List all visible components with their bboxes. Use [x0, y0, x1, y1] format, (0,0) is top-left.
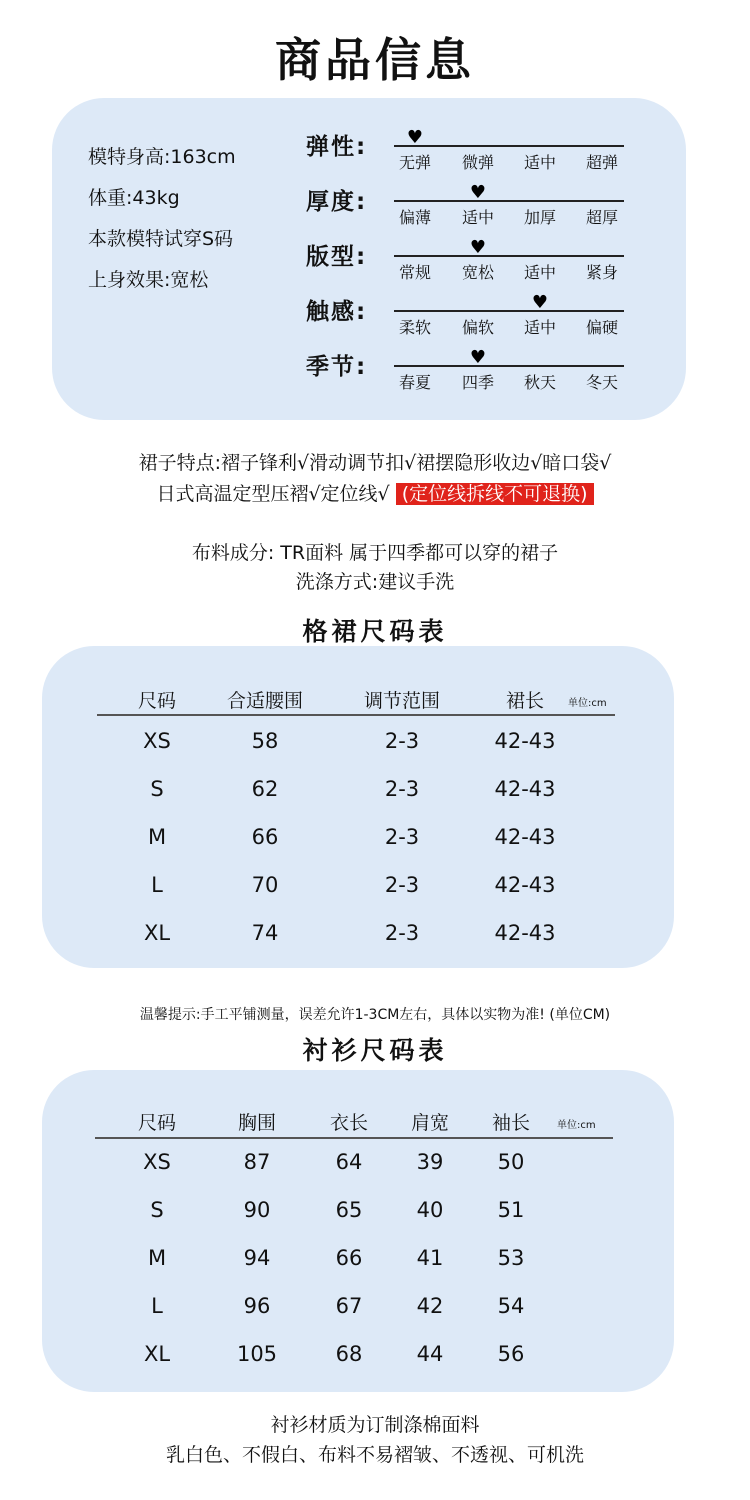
table-cell: M: [147, 825, 167, 849]
table-cell: 58: [251, 729, 279, 753]
table-header-rule: [95, 1137, 613, 1139]
unit-label: 单位:cm: [568, 698, 607, 709]
scale-option: 春夏: [398, 373, 431, 392]
table-cell: 42-43: [494, 921, 556, 945]
scale-line: [394, 255, 624, 257]
table-cell: 40: [416, 1198, 444, 1222]
table-cell: 2-3: [384, 777, 420, 801]
table-cell: 65: [335, 1198, 363, 1222]
table-cell: 64: [335, 1150, 363, 1174]
scale-line: [394, 200, 624, 202]
scale-option: 四季: [461, 373, 494, 392]
attribute-label: 厚度:: [306, 189, 368, 215]
scale-option: 适中: [523, 318, 556, 337]
heart-marker-icon: ♥: [469, 237, 487, 258]
shirt-properties: 乳白色、不假白、布料不易褶皱、不透视、可机洗: [165, 1444, 584, 1466]
table-cell: M: [147, 1246, 167, 1270]
scale-option: 微弹: [461, 153, 494, 172]
table-cell: 41: [416, 1246, 444, 1270]
table-cell: XL: [143, 1342, 171, 1366]
model-size-tried: 本款模特试穿S码: [88, 228, 234, 250]
table-header-cell: 裙长: [505, 690, 544, 712]
attribute-label: 季节:: [306, 354, 368, 380]
table-cell: 68: [335, 1342, 363, 1366]
table-cell: 62: [251, 777, 279, 801]
table-header-cell: 尺码: [137, 1112, 176, 1134]
table-cell: 2-3: [384, 873, 420, 897]
attribute-label: 触感:: [306, 299, 368, 325]
table-cell: 54: [497, 1294, 525, 1318]
table-cell: 87: [243, 1150, 271, 1174]
table-cell: 94: [243, 1246, 271, 1270]
model-height: 模特身高:163cm: [88, 146, 236, 168]
table-header-cell: 胸围: [237, 1112, 276, 1134]
skirt-features-line1: 裙子特点:褶子锋利√滑动调节扣√裙摆隐形收边√暗口袋√: [138, 452, 612, 474]
table-cell: 39: [416, 1150, 444, 1174]
scale-line: [394, 145, 624, 147]
scale-option: 柔软: [398, 318, 431, 337]
table-header-cell: 尺码: [137, 690, 176, 712]
model-weight: 体重:43kg: [88, 187, 180, 209]
washing-method: 洗涤方式:建议手洗: [295, 571, 455, 593]
table-cell: 42-43: [494, 873, 556, 897]
scale-option: 超弹: [585, 153, 618, 172]
fabric-composition: 布料成分: TR面料 属于四季都可以穿的裙子: [191, 542, 559, 564]
model-fit-effect: 上身效果:宽松: [88, 269, 209, 291]
skirt-size-table-title: 格裙尺码表: [302, 617, 448, 646]
unit-label: 单位:cm: [557, 1120, 596, 1131]
scale-line: [394, 365, 624, 367]
page-title: 商品信息: [275, 33, 475, 87]
scale-option: 紧身: [585, 263, 618, 282]
shirt-material: 衬衫材质为订制涤棉面料: [270, 1414, 480, 1436]
heart-marker-icon: ♥: [531, 292, 549, 313]
scale-option: 冬天: [585, 373, 618, 392]
table-cell: XS: [143, 729, 171, 753]
scale-option: 适中: [461, 208, 494, 227]
table-cell: L: [151, 873, 163, 897]
table-cell: 96: [243, 1294, 271, 1318]
scale-option: 加厚: [523, 208, 556, 227]
table-cell: 74: [251, 921, 279, 945]
scale-option: 偏薄: [398, 208, 431, 227]
scale-option: 适中: [523, 263, 556, 282]
scale-option: 秋天: [523, 373, 556, 392]
table-cell: XL: [143, 921, 171, 945]
table-cell: 42-43: [494, 729, 556, 753]
table-cell: 44: [416, 1342, 444, 1366]
shirt-size-table-title: 衬衫尺码表: [302, 1036, 448, 1065]
table-cell: 70: [251, 873, 279, 897]
scale-line: [394, 310, 624, 312]
table-cell: 42: [416, 1294, 444, 1318]
table-cell: 50: [497, 1150, 525, 1174]
measurement-tip: 温馨提示:手工平铺测量，误差允许1-3CM左右，具体以实物为准! (单位CM): [139, 1007, 611, 1023]
table-header-cell: 衣长: [329, 1112, 368, 1134]
skirt-features-text: 日式高温定型压褶√定位线√: [156, 483, 390, 505]
table-cell: XS: [143, 1150, 171, 1174]
skirt-features-line2: [0, 479, 750, 506]
table-header-rule: [97, 714, 615, 716]
scale-option: 无弹: [398, 153, 431, 172]
table-cell: 42-43: [494, 825, 556, 849]
table-cell: 66: [335, 1246, 363, 1270]
table-cell: 105: [236, 1342, 278, 1366]
table-cell: 53: [497, 1246, 525, 1270]
heart-marker-icon: ♥: [469, 182, 487, 203]
attribute-label: 弹性:: [306, 134, 368, 160]
scale-option: 超厚: [585, 208, 618, 227]
table-cell: 2-3: [384, 825, 420, 849]
table-cell: S: [150, 777, 164, 801]
heart-marker-icon: ♥: [469, 347, 487, 368]
heart-marker-icon: ♥: [406, 127, 424, 148]
table-header-cell: 袖长: [491, 1112, 530, 1134]
table-cell: 67: [335, 1294, 363, 1318]
table-cell: 51: [497, 1198, 525, 1222]
table-header-cell: 调节范围: [363, 690, 440, 712]
table-cell: L: [151, 1294, 163, 1318]
scale-option: 偏软: [461, 318, 494, 337]
no-return-warning: (定位线拆线不可退换): [396, 483, 594, 505]
scale-option: 适中: [523, 153, 556, 172]
scale-option: 宽松: [461, 263, 494, 282]
table-cell: S: [150, 1198, 164, 1222]
scale-option: 偏硬: [585, 318, 618, 337]
table-cell: 2-3: [384, 729, 420, 753]
table-header-cell: 肩宽: [410, 1112, 449, 1134]
scale-option: 常规: [398, 263, 431, 282]
table-cell: 56: [497, 1342, 525, 1366]
table-header-cell: 合适腰围: [226, 690, 303, 712]
table-cell: 2-3: [384, 921, 420, 945]
attribute-label: 版型:: [306, 244, 368, 270]
table-cell: 90: [243, 1198, 271, 1222]
table-cell: 66: [251, 825, 279, 849]
table-cell: 42-43: [494, 777, 556, 801]
